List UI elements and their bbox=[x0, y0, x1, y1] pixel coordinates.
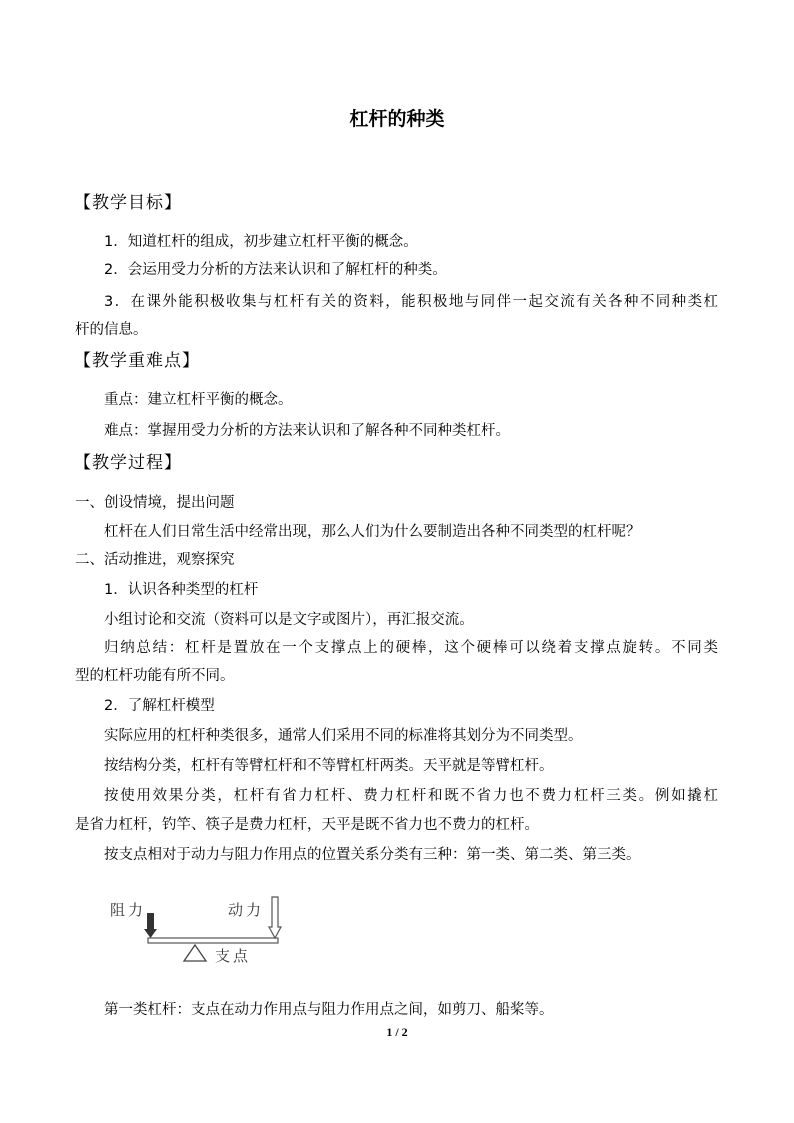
fulcrum-label: 支点 bbox=[215, 947, 252, 965]
objective-item-3: 3．在课外能积极收集与杠杆有关的资料，能积极地与同伴一起交流有关各种不同种类杠 bbox=[104, 294, 718, 310]
objective-item-3-cont: 杆的信息。 bbox=[75, 322, 148, 338]
heading-key-points: 【教学重难点】 bbox=[74, 351, 200, 371]
process-paragraph: 归纳总结：杠杆是置放在一个支撑点上的硬棒，这个硬棒可以绕着支撑点旋转。不同类 bbox=[104, 640, 718, 656]
process-paragraph: 按结构分类，杠杆有等臂杠杆和不等臂杠杆两类。天平就是等臂杠杆。 bbox=[104, 758, 554, 774]
resistance-label: 阻力 bbox=[110, 901, 147, 919]
lever-diagram bbox=[100, 890, 300, 970]
effort-arrow-icon bbox=[269, 897, 281, 938]
process-paragraph-cont: 是省力杠杆，钓竿、筷子是费力杠杆，天平是既不省力也不费力的杠杆。 bbox=[75, 817, 539, 833]
process-subheading-2: 2．了解杠杆模型 bbox=[104, 698, 215, 714]
process-step-2-heading: 二、活动推进，观察探究 bbox=[75, 552, 235, 568]
lever-bar bbox=[148, 938, 278, 943]
process-paragraph: 实际应用的杠杆种类很多，通常人们采用不同的标准将其划分为不同类型。 bbox=[104, 728, 583, 744]
process-subheading-1: 1．认识各种类型的杠杆 bbox=[104, 582, 259, 598]
process-paragraph-cont: 型的杠杆功能有所不同。 bbox=[75, 668, 235, 684]
heading-process: 【教学过程】 bbox=[74, 453, 182, 473]
objective-item-2: 2．会运用受力分析的方法来认识和了解杠杆的种类。 bbox=[104, 262, 447, 278]
page-number: 1 / 2 bbox=[386, 1025, 408, 1039]
heading-objectives: 【教学目标】 bbox=[74, 193, 182, 213]
difficult-point: 难点：掌握用受力分析的方法来认识和了解各种不同种类杠杆。 bbox=[104, 423, 510, 439]
key-point: 重点：建立杠杆平衡的概念。 bbox=[104, 392, 293, 408]
process-paragraph: 小组讨论和交流（资料可以是文字或图片），再汇报交流。 bbox=[104, 612, 474, 628]
process-paragraph: 杠杆在人们日常生活中经常出现，那么人们为什么要制造出各种不同类型的杠杆呢？ bbox=[104, 524, 641, 540]
process-paragraph: 按使用效果分类，杠杆有省力杠杆、费力杠杆和既不省力也不费力杠杆三类。例如撬杠 bbox=[104, 788, 718, 804]
first-class-lever-paragraph: 第一类杠杆：支点在动力作用点与阻力作用点之间，如剪刀、船桨等。 bbox=[104, 1002, 554, 1018]
process-paragraph: 按支点相对于动力与阻力作用点的位置关系分类有三种：第一类、第二类、第三类。 bbox=[104, 847, 641, 863]
document-title: 杠杆的种类 bbox=[349, 108, 445, 130]
objective-item-1: 1．知道杠杆的组成，初步建立杠杆平衡的概念。 bbox=[104, 234, 418, 250]
process-step-1-heading: 一、创设情境，提出问题 bbox=[75, 495, 235, 511]
fulcrum-triangle-icon bbox=[184, 945, 206, 961]
effort-label: 动力 bbox=[228, 901, 265, 919]
